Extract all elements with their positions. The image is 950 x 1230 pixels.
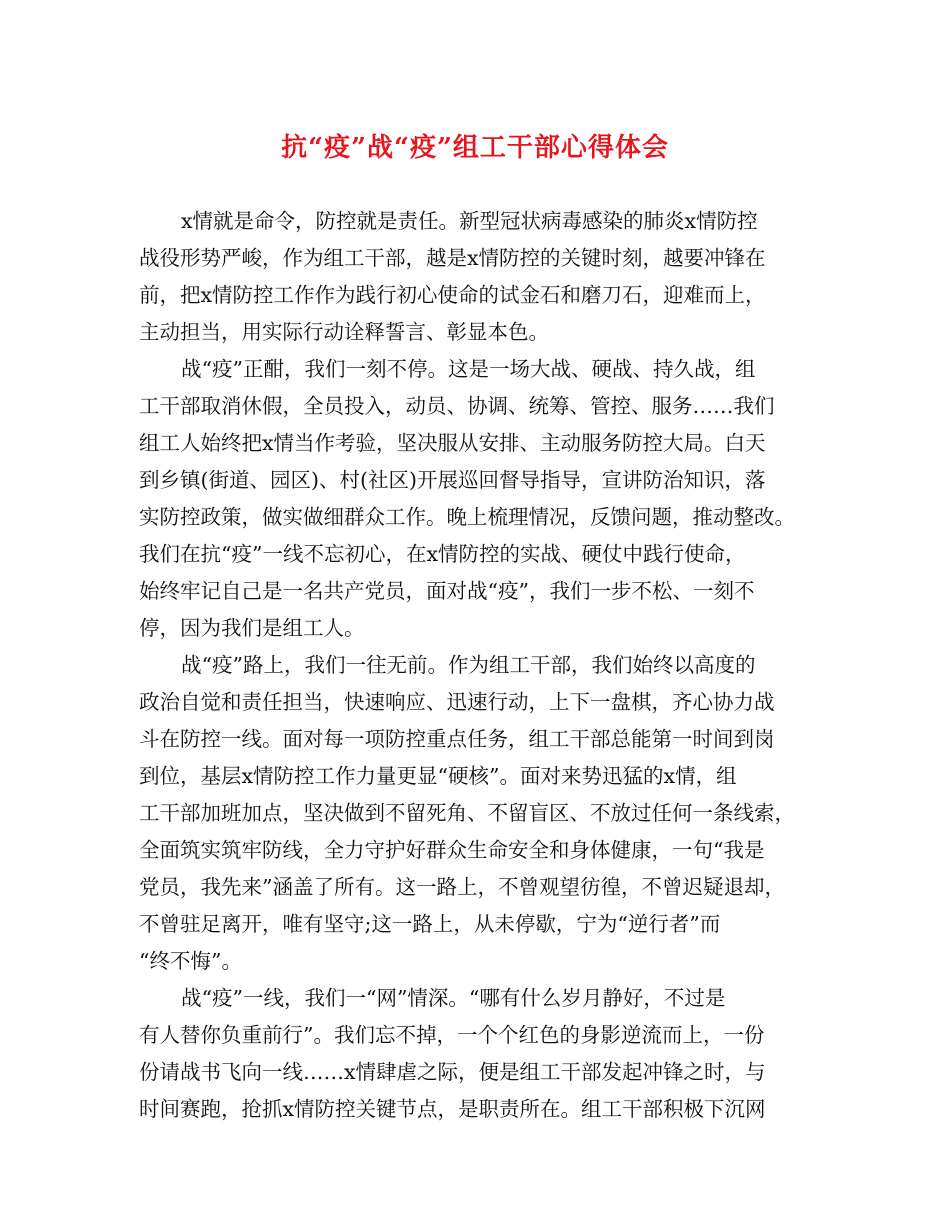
text-line: 斗在防控一线。面对每一项防控重点任务，组工干部总能第一时间到岗 <box>139 727 775 751</box>
text-line: 停，因为我们是组工人。 <box>139 616 365 640</box>
text-line: 战“疫”正酣，我们一刻不停。这是一场大战、硬战、持久战，组 <box>181 357 756 381</box>
text-line: 份请战书飞向一线……x情肆虐之际，便是组工干部发起冲锋之时，与 <box>139 1060 766 1084</box>
text-line: 全面筑实筑牢防线，全力守护好群众生命安全和身体健康，一句“我是 <box>139 838 765 862</box>
document-title: 抗“疫”战“疫”组工干部心得体会 <box>281 133 669 163</box>
text-line: x情就是命令，防控就是责任。新型冠状病毒感染的肺炎x情防控 <box>181 209 758 233</box>
text-line: 战“疫”一线，我们一“网”情深。“哪有什么岁月静好，不过是 <box>181 986 726 1010</box>
text-line: 组工人始终把x情当作考验，坚决服从安排、主动服务防控大局。白天 <box>139 431 766 455</box>
text-line: 工干部取消休假，全员投入，动员、协调、统筹、管控、服务……我们 <box>139 394 775 418</box>
text-line: 有人替你负重前行”。我们忘不掉，一个个红色的身影逆流而上，一份 <box>139 1023 765 1047</box>
document-body <box>139 203 829 1128</box>
text-line: 不曾驻足离开，唯有坚守;这一路上，从未停歇，宁为“逆行者”而 <box>139 912 721 936</box>
text-line: 到位，基层x情防控工作力量更显“硬核”。面对来势迅猛的x情，组 <box>139 764 737 788</box>
text-line: 党员，我先来”涵盖了所有。这一路上，不曾观望彷徨，不曾迟疑退却， <box>139 875 785 899</box>
text-line: 政治自觉和责任担当，快速响应、迅速行动，上下一盘棋，齐心协力战 <box>139 690 775 714</box>
text-line: 到乡镇(街道、园区)、村(社区)开展巡回督导指导，宣讲防治知识，落 <box>139 468 766 492</box>
text-line: 工干部加班加点，坚决做到不留死角、不留盲区、不放过任何一条线索， <box>139 801 795 825</box>
text-line: 主动担当，用实际行动诠释誓言、彰显本色。 <box>139 320 549 344</box>
text-line: 战“疫”路上，我们一往无前。作为组工干部，我们始终以高度的 <box>181 653 756 677</box>
text-line: 始终牢记自己是一名共产党员，面对战“疫”，我们一步不松、一刻不 <box>139 579 755 603</box>
text-line: 我们在抗“疫”一线不忘初心，在x情防控的实战、硬仗中践行使命， <box>139 542 746 566</box>
text-line: “终不悔”。 <box>139 949 242 973</box>
text-line: 时间赛跑，抢抓x情防控关键节点，是职责所在。组工干部积极下沉网 <box>139 1097 766 1121</box>
text-line: 实防控政策，做实做细群众工作。晚上梳理情况，反馈问题，推动整改。 <box>139 505 795 529</box>
text-line: 前，把x情防控工作作为践行初心使命的试金石和磨刀石，迎难而上， <box>139 283 766 307</box>
text-line: 战役形势严峻，作为组工干部，越是x情防控的关键时刻，越要冲锋在 <box>139 246 766 270</box>
